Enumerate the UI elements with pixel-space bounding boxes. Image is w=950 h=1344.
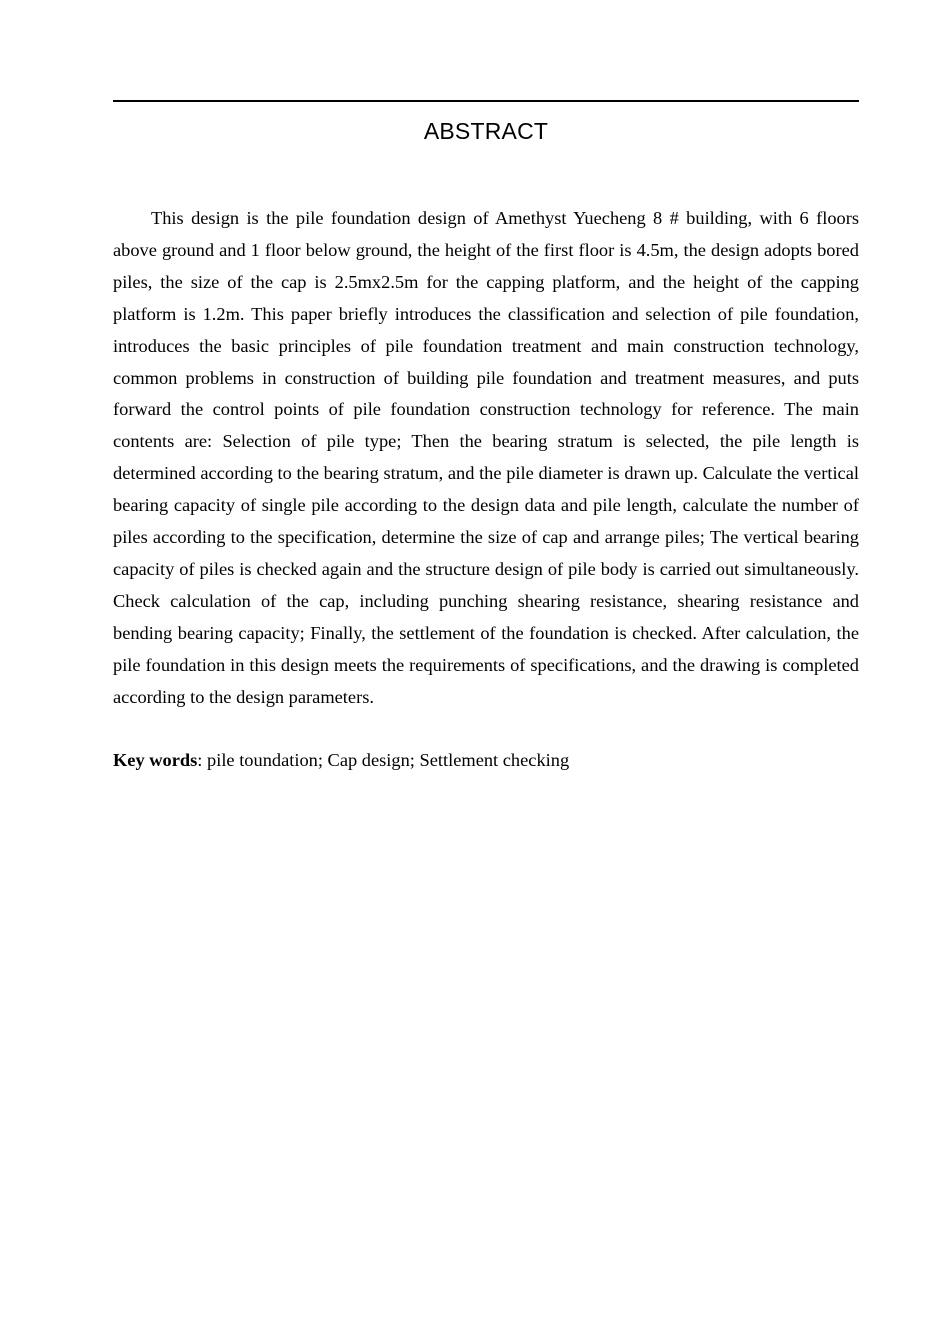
abstract-paragraph: This design is the pile foundation design of Amethyst Yuecheng 8 # building, with 6 floors above ground and 1 floor below ground, the height of the first floor is 4.5m, the design adopts bored piles, the size of the cap is 2.5mx2.5m for the capping platform, and the height of the capping platform is 1.2m. This paper briefly introduces the classification and selection of pile foundation, introduces the basic principles of pile foundation treatment and main construction technology, common problems in construction of building pile foundation and treatment measures, and puts forward the control points of pile foundation construction technology for reference. The main contents are: Selection of pile type; Then the bearing stratum is selected, the pile length is determined according to the bearing stratum, and the pile diameter is drawn up. Calculate the vertical bearing capacity of single pile according to the design data and pile length, calculate the number of piles according to the specification, determine the size of cap and arrange piles; The vertical bearing capacity of piles is checked again and the structure design of pile body is carried out simultaneously. Check calculation of the cap, including punching shearing resistance, shearing resistance and bending bearing capacity; Finally, the settlement of the foundation is checked. After calculation, the pile foundation in this design meets the requirements of specifications, and the drawing is completed according to the design parameters. (113, 208, 859, 707)
keywords-line (113, 745, 859, 777)
keywords-text: pile toundation; Cap design; Settlement checking (207, 750, 570, 770)
page-title: ABSTRACT (423, 118, 549, 144)
keywords-label: Key words (113, 750, 198, 770)
header-rule (113, 100, 859, 102)
keywords-separator: : (197, 750, 208, 770)
